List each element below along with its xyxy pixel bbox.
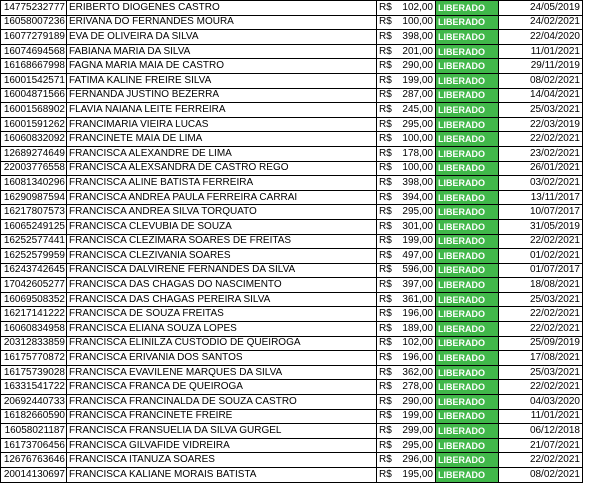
table-row [1,44,583,59]
cell-code[interactable]: 16168667998 [1,59,67,74]
cell-amount[interactable]: 189,00 [397,322,436,337]
cell-name[interactable]: FRANCISCA ANDREA PAULA FERREIRA CARRAI [67,190,377,205]
table-row [1,307,583,322]
cell-name[interactable]: FRANCISCA ALINE BATISTA FERREIRA [67,176,377,191]
cell-status[interactable]: LIBERADO [436,146,499,161]
cell-currency[interactable]: R$ [377,336,397,351]
cell-currency[interactable]: R$ [377,146,397,161]
table-row [1,1,583,16]
cell-date[interactable]: 01/02/2021 [499,249,583,264]
cell-currency[interactable]: R$ [377,424,397,439]
cell-code[interactable]: 16058007236 [1,15,67,30]
cell-date[interactable]: 11/01/2021 [499,409,583,424]
cell-currency[interactable]: R$ [377,205,397,220]
cell-status[interactable]: LIBERADO [436,336,499,351]
table-body [1,1,583,483]
cell-status[interactable]: LIBERADO [436,380,499,395]
cell-name[interactable]: FABIANA MARIA DA SILVA [67,44,377,59]
table-row [1,117,583,132]
cell-status[interactable]: LIBERADO [436,249,499,264]
table-row [1,365,583,380]
cell-amount[interactable]: 398,00 [397,176,436,191]
cell-code[interactable]: 12676763646 [1,453,67,468]
cell-date[interactable]: 22/02/2021 [499,322,583,337]
cell-name[interactable]: FAGNA MARIA MAIA DE CASTRO [67,59,377,74]
cell-date[interactable]: 22/02/2021 [499,380,583,395]
cell-currency[interactable]: R$ [377,278,397,293]
cell-status[interactable]: LIBERADO [436,307,499,322]
cell-currency[interactable]: R$ [377,176,397,191]
cell-amount[interactable]: 596,00 [397,263,436,278]
cell-date[interactable]: 14/04/2021 [499,88,583,103]
cell-date[interactable]: 22/02/2021 [499,453,583,468]
cell-code[interactable]: 16001568902 [1,103,67,118]
cell-amount[interactable]: 397,00 [397,278,436,293]
cell-status[interactable]: LIBERADO [436,365,499,380]
cell-name[interactable]: FATIMA KALINE FREIRE SILVA [67,73,377,88]
table-row [1,132,583,147]
table-row [1,103,583,118]
cell-status[interactable]: LIBERADO [436,15,499,30]
cell-date[interactable]: 01/07/2017 [499,263,583,278]
cell-name[interactable]: FRANCISCA FRANCINETE FREIRE [67,409,377,424]
cell-currency[interactable]: R$ [377,234,397,249]
cell-date[interactable]: 25/09/2019 [499,336,583,351]
cell-currency[interactable]: R$ [377,307,397,322]
table-row [1,438,583,453]
cell-amount[interactable]: 201,00 [397,44,436,59]
cell-amount[interactable]: 196,00 [397,307,436,322]
table-row [1,88,583,103]
cell-name[interactable]: FRANCISCA FRANSUELIA DA SILVA GURGEL [67,424,377,439]
cell-code[interactable]: 16331541722 [1,380,67,395]
cell-name[interactable]: FRANCISCA CLEZIVANIA SOARES [67,249,377,264]
cell-name[interactable]: FRANCISCA CLEVUBIA DE SOUZA [67,219,377,234]
table-row [1,161,583,176]
cell-status[interactable]: LIBERADO [436,205,499,220]
cell-amount[interactable]: 196,00 [397,351,436,366]
table-row [1,146,583,161]
cell-currency[interactable]: R$ [377,73,397,88]
cell-date[interactable]: 26/01/2021 [499,161,583,176]
cell-amount[interactable]: 245,00 [397,103,436,118]
cell-name[interactable]: FRANCISCA FRANCA DE QUEIROGA [67,380,377,395]
cell-status[interactable]: LIBERADO [436,190,499,205]
cell-currency[interactable]: R$ [377,409,397,424]
table-row [1,263,583,278]
cell-date[interactable]: 22/02/2021 [499,132,583,147]
cell-name[interactable]: FRANCISCA KALIANE MORAIS BATISTA [67,468,377,483]
cell-amount[interactable]: 287,00 [397,88,436,103]
table-row [1,468,583,483]
cell-amount[interactable]: 398,00 [397,30,436,45]
table-row [1,351,583,366]
table-row [1,190,583,205]
cell-status[interactable]: LIBERADO [436,132,499,147]
cell-date[interactable]: 24/02/2021 [499,15,583,30]
table-row [1,234,583,249]
cell-status[interactable]: LIBERADO [436,219,499,234]
cell-date[interactable]: 21/07/2021 [499,438,583,453]
cell-name[interactable]: FRANCISCA CLEZIMARA SOARES DE FREITAS [67,234,377,249]
cell-code[interactable]: 16175770872 [1,351,67,366]
table-row [1,380,583,395]
cell-name[interactable]: FRANCISCA ALEXANDRE DE LIMA [67,146,377,161]
cell-status[interactable]: LIBERADO [436,453,499,468]
cell-currency[interactable]: R$ [377,132,397,147]
cell-code[interactable]: 22003776558 [1,161,67,176]
cell-amount[interactable]: 199,00 [397,234,436,249]
cell-currency[interactable]: R$ [377,249,397,264]
cell-code[interactable]: 20312833859 [1,336,67,351]
cell-date[interactable]: 11/01/2021 [499,44,583,59]
cell-code[interactable]: 16001591262 [1,117,67,132]
cell-currency[interactable]: R$ [377,322,397,337]
cell-code[interactable]: 16217141222 [1,307,67,322]
cell-amount[interactable]: 394,00 [397,190,436,205]
cell-name[interactable]: FRANCINETE MAIA DE LIMA [67,132,377,147]
cell-date[interactable]: 24/05/2019 [499,1,583,16]
cell-name[interactable]: ERIBERTO DIOGENES CASTRO [67,1,377,16]
cell-code[interactable]: 12689274649 [1,146,67,161]
table-row [1,409,583,424]
cell-code[interactable]: 16173706456 [1,438,67,453]
cell-code[interactable]: 16290987594 [1,190,67,205]
cell-amount[interactable]: 361,00 [397,292,436,307]
cell-code[interactable]: 16081340296 [1,176,67,191]
cell-status[interactable]: LIBERADO [436,292,499,307]
cell-date[interactable]: 10/07/2017 [499,205,583,220]
cell-date[interactable]: 03/02/2021 [499,176,583,191]
cell-currency[interactable]: R$ [377,292,397,307]
cell-code[interactable]: 16252577441 [1,234,67,249]
cell-status[interactable]: LIBERADO [436,88,499,103]
cell-date[interactable]: 22/02/2021 [499,307,583,322]
cell-amount[interactable]: 497,00 [397,249,436,264]
cell-date[interactable]: 13/11/2017 [499,190,583,205]
cell-status[interactable]: LIBERADO [436,176,499,191]
table-row [1,176,583,191]
table-row [1,15,583,30]
cell-amount[interactable]: 278,00 [397,380,436,395]
cell-amount[interactable]: 100,00 [397,161,436,176]
table-row [1,205,583,220]
cell-name[interactable]: FRANCISCA FRANCINALDA DE SOUZA CASTRO [67,395,377,410]
table-row [1,249,583,264]
cell-code[interactable]: 16074694568 [1,44,67,59]
cell-currency[interactable]: R$ [377,453,397,468]
cell-code[interactable]: 16077279189 [1,30,67,45]
cell-name[interactable]: FLAVIA NAIANA LEITE FERREIRA [67,103,377,118]
cell-name[interactable]: FRANCISCA ITANUZA SOARES [67,453,377,468]
cell-currency[interactable]: R$ [377,59,397,74]
cell-date[interactable]: 17/08/2021 [499,351,583,366]
cell-code[interactable]: 20692440733 [1,395,67,410]
cell-status[interactable]: LIBERADO [436,161,499,176]
cell-status[interactable]: LIBERADO [436,468,499,483]
cell-date[interactable]: 25/03/2021 [499,103,583,118]
table-row [1,424,583,439]
cell-currency[interactable]: R$ [377,468,397,483]
cell-code[interactable]: 16175739028 [1,365,67,380]
cell-date[interactable]: 22/02/2021 [499,234,583,249]
cell-amount[interactable]: 295,00 [397,438,436,453]
cell-status[interactable]: LIBERADO [436,44,499,59]
cell-code[interactable]: 20014130697 [1,468,67,483]
cell-amount[interactable]: 362,00 [397,365,436,380]
cell-name[interactable]: FRANCISCA DAS CHAGAS PEREIRA SILVA [67,292,377,307]
cell-date[interactable]: 22/04/2020 [499,30,583,45]
cell-status[interactable]: LIBERADO [436,438,499,453]
cell-amount[interactable]: 195,00 [397,468,436,483]
cell-date[interactable]: 29/11/2019 [499,59,583,74]
cell-name[interactable]: FRANCISCA DAS CHAGAS DO NASCIMENTO [67,278,377,293]
cell-date[interactable]: 18/08/2021 [499,278,583,293]
cell-code[interactable]: 16252579959 [1,249,67,264]
cell-status[interactable]: LIBERADO [436,424,499,439]
cell-amount[interactable]: 178,00 [397,146,436,161]
cell-date[interactable]: 08/02/2021 [499,73,583,88]
cell-date[interactable]: 31/05/2019 [499,219,583,234]
cell-amount[interactable]: 295,00 [397,205,436,220]
table-row [1,395,583,410]
cell-name[interactable]: FRANCISCA DE SOUZA FREITAS [67,307,377,322]
cell-status[interactable]: LIBERADO [436,59,499,74]
cell-currency[interactable]: R$ [377,263,397,278]
cell-code[interactable]: 16058021187 [1,424,67,439]
cell-currency[interactable]: R$ [377,30,397,45]
cell-code[interactable]: 16182660590 [1,409,67,424]
cell-name[interactable]: FRANCISCA ELIANA SOUZA LOPES [67,322,377,337]
cell-currency[interactable]: R$ [377,190,397,205]
cell-date[interactable]: 23/02/2021 [499,146,583,161]
cell-code[interactable]: 16069508352 [1,292,67,307]
cell-name[interactable]: ERIVANA DO FERNANDES MOURA [67,15,377,30]
cell-currency[interactable]: R$ [377,117,397,132]
cell-name[interactable]: FRANCISCA ANDREA SILVA TORQUATO [67,205,377,220]
cell-date[interactable]: 25/03/2021 [499,292,583,307]
cell-currency[interactable]: R$ [377,44,397,59]
cell-status[interactable]: LIBERADO [436,1,499,16]
cell-currency[interactable]: R$ [377,219,397,234]
cell-status[interactable]: LIBERADO [436,103,499,118]
cell-amount[interactable]: 290,00 [397,59,436,74]
cell-date[interactable]: 04/03/2020 [499,395,583,410]
table-row [1,336,583,351]
table-row [1,73,583,88]
cell-currency[interactable]: R$ [377,380,397,395]
cell-code[interactable]: 17042605277 [1,278,67,293]
table-row [1,322,583,337]
cell-date[interactable]: 06/12/2018 [499,424,583,439]
cell-status[interactable]: LIBERADO [436,263,499,278]
cell-name[interactable]: FRANCISCA ERIVANIA DOS SANTOS [67,351,377,366]
cell-code[interactable]: 16004871566 [1,88,67,103]
cell-name[interactable]: FRANCISCA EVAVILENE MARQUES DA SILVA [67,365,377,380]
cell-date[interactable]: 08/02/2021 [499,468,583,483]
cell-amount[interactable]: 290,00 [397,395,436,410]
cell-code[interactable]: 16243742645 [1,263,67,278]
cell-amount[interactable]: 102,00 [397,336,436,351]
cell-amount[interactable]: 296,00 [397,453,436,468]
cell-status[interactable]: LIBERADO [436,351,499,366]
table-row [1,30,583,45]
cell-name[interactable]: FRANCISCA GILVAFIDE VIDREIRA [67,438,377,453]
cell-amount[interactable]: 102,00 [397,1,436,16]
cell-currency[interactable]: R$ [377,103,397,118]
cell-name[interactable]: FERNANDA JUSTINO BEZERRA [67,88,377,103]
cell-status[interactable]: LIBERADO [436,30,499,45]
cell-amount[interactable]: 301,00 [397,219,436,234]
cell-status[interactable]: LIBERADO [436,409,499,424]
cell-code[interactable]: 16001542571 [1,73,67,88]
cell-currency[interactable]: R$ [377,351,397,366]
table-row [1,453,583,468]
cell-amount[interactable]: 199,00 [397,73,436,88]
cell-name[interactable]: FRANCISCA ALEXSANDRA DE CASTRO REGO [67,161,377,176]
cell-date[interactable]: 22/03/2019 [499,117,583,132]
cell-amount[interactable]: 199,00 [397,409,436,424]
cell-currency[interactable]: R$ [377,88,397,103]
cell-currency[interactable]: R$ [377,395,397,410]
cell-currency[interactable]: R$ [377,438,397,453]
cell-code[interactable]: 16065249125 [1,219,67,234]
table-row [1,292,583,307]
cell-status[interactable]: LIBERADO [436,278,499,293]
cell-currency[interactable]: R$ [377,1,397,16]
cell-amount[interactable]: 100,00 [397,132,436,147]
cell-name[interactable]: FRANCISCA ELINILZA CUSTODIO DE QUEIROGA [67,336,377,351]
cell-code[interactable]: 14775232777 [1,1,67,16]
cell-code[interactable]: 16060832092 [1,132,67,147]
cell-status[interactable]: LIBERADO [436,73,499,88]
cell-status[interactable]: LIBERADO [436,395,499,410]
cell-amount[interactable]: 295,00 [397,117,436,132]
cell-name[interactable]: FRANCIMARIA VIEIRA LUCAS [67,117,377,132]
table-row [1,278,583,293]
cell-code[interactable]: 16217807573 [1,205,67,220]
cell-code[interactable]: 16060834958 [1,322,67,337]
cell-currency[interactable]: R$ [377,161,397,176]
cell-currency[interactable]: R$ [377,365,397,380]
table-row [1,219,583,234]
cell-status[interactable]: LIBERADO [436,117,499,132]
cell-status[interactable]: LIBERADO [436,322,499,337]
cell-currency[interactable]: R$ [377,15,397,30]
cell-status[interactable]: LIBERADO [436,234,499,249]
cell-name[interactable]: FRANCISCA DALVIRENE FERNANDES DA SILVA [67,263,377,278]
cell-amount[interactable]: 299,00 [397,424,436,439]
cell-date[interactable]: 25/03/2021 [499,365,583,380]
cell-name[interactable]: EVA DE OLIVEIRA DA SILVA [67,30,377,45]
cell-amount[interactable]: 100,00 [397,15,436,30]
table-row [1,59,583,74]
